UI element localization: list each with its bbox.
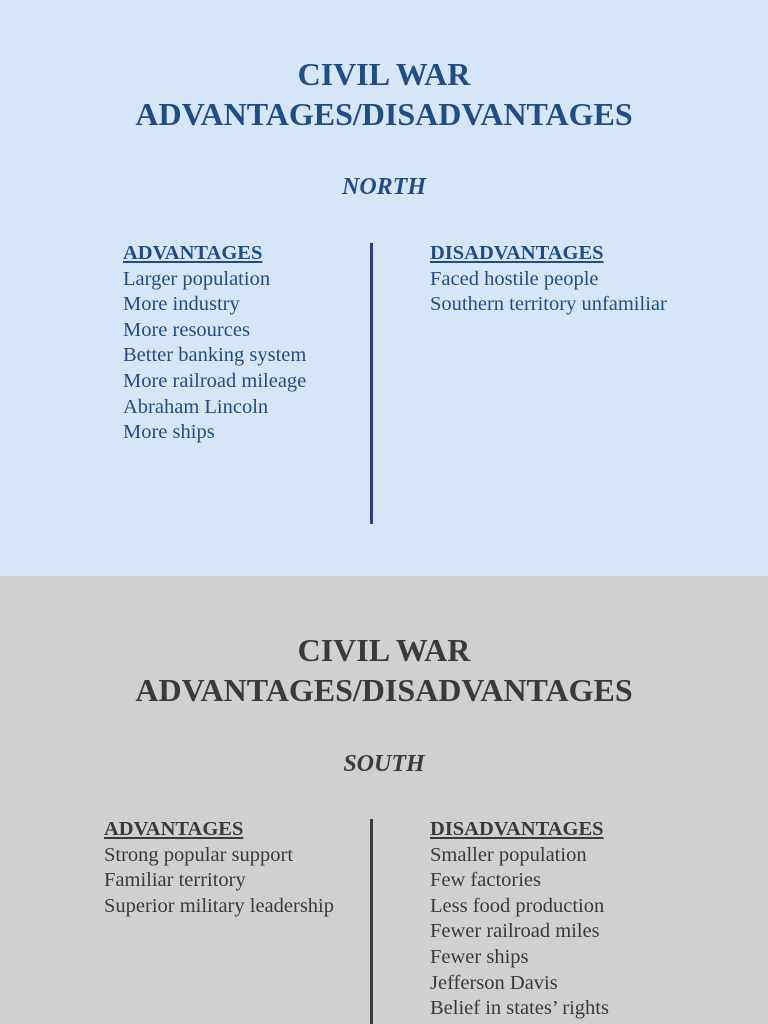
list-item: Smaller population (430, 843, 587, 866)
list-item: Larger population (123, 267, 271, 290)
north-disadvantages-list (430, 267, 667, 318)
list-item: Familiar territory (104, 869, 246, 892)
south-advantages-list (104, 843, 334, 920)
list-item: Abraham Lincoln (123, 395, 269, 418)
north-advantages-list (123, 267, 306, 446)
list-item: Belief in states’ rights (430, 997, 609, 1020)
south-title-line2: ADVANTAGES/DISADVANTAGES (135, 672, 633, 708)
list-item: Few factories (430, 869, 541, 892)
list-item: Faced hostile people (430, 267, 599, 290)
list-item: Fewer ships (430, 945, 529, 968)
list-item: Jefferson Davis (430, 971, 558, 994)
north-title-line1: CIVIL WAR (297, 56, 471, 92)
list-item: Superior military leadership (104, 894, 334, 917)
south-column-divider (370, 819, 373, 1024)
south-slide (0, 576, 768, 1024)
south-title-line1: CIVIL WAR (297, 632, 471, 668)
south-disadvantages-heading: DISADVANTAGES (430, 818, 604, 840)
list-item: More industry (123, 293, 240, 316)
south-slide-title (0, 630, 768, 710)
south-advantages-heading: ADVANTAGES (104, 818, 244, 840)
list-item: Better banking system (123, 344, 307, 367)
list-item: Strong popular support (104, 843, 294, 866)
north-title-line2: ADVANTAGES/DISADVANTAGES (135, 96, 633, 132)
south-disadvantages-list (430, 843, 609, 1022)
south-disadvantages-column (430, 817, 609, 1022)
north-disadvantages-heading: DISADVANTAGES (430, 242, 604, 264)
list-item: Fewer railroad miles (430, 920, 600, 943)
list-item: Southern territory unfamiliar (430, 293, 667, 316)
list-item: More resources (123, 318, 250, 341)
south-subtitle: SOUTH (343, 751, 425, 777)
north-slide-title (0, 54, 768, 134)
list-item: Less food production (430, 894, 605, 917)
north-disadvantages-column (430, 241, 667, 318)
list-item: More railroad mileage (123, 369, 307, 392)
north-column-divider (370, 243, 373, 524)
list-item: More ships (123, 421, 215, 444)
north-subtitle: NORTH (342, 174, 426, 200)
south-advantages-column (104, 817, 334, 919)
north-advantages-heading: ADVANTAGES (123, 242, 263, 264)
north-advantages-column (123, 241, 306, 446)
